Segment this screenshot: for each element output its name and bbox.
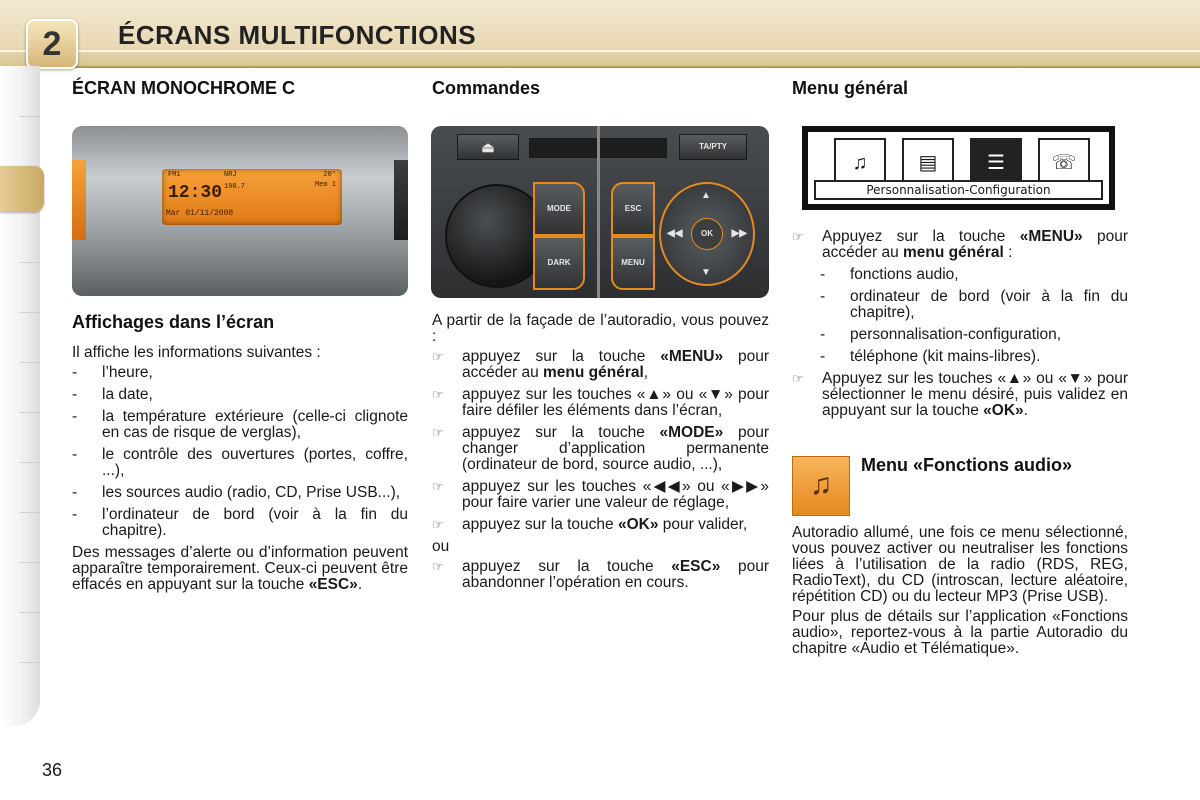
- sub-heading-fonctions-audio: Menu «Fonctions audio»: [861, 455, 1073, 475]
- list-item: - le contrôle des ouvertures (portes, coffre, ...),: [72, 446, 408, 479]
- margin-tick: [20, 312, 40, 313]
- section-heading-commandes: Commandes: [432, 78, 541, 98]
- lcd-clock: 12:30: [168, 183, 223, 203]
- left-margin-strip: [0, 66, 40, 726]
- list-item: - les sources audio (radio, CD, Prise USB...),: [72, 484, 401, 501]
- col1-intro: Il affiche les informations suivantes :: [72, 344, 321, 361]
- col1-outro: Des messages d’alerte ou d’information peuvent apparaître temporairement. Ceux-ci peuvent être effacés en appuyant sur la touche «ESC».: [72, 544, 408, 593]
- lcd-temperature: 20°: [323, 171, 336, 179]
- pointing-hand-icon: ☞: [792, 371, 804, 386]
- left-vent-glow: [72, 160, 86, 240]
- pointing-hand-icon: ☞: [432, 425, 444, 440]
- arrow-down-icon: ▼: [701, 267, 711, 278]
- navigation-pad: [659, 182, 755, 286]
- list-item: ☞ appuyez sur la touche «MODE» pour changer d’application permanente (ordinateur de bord, source audio, ...),: [432, 424, 769, 473]
- menu-label-bar: Personnalisation-Configuration: [814, 180, 1103, 200]
- list-item: - ordinateur de bord (voir à la fin du chapitre),: [820, 288, 1128, 321]
- page-number: 36: [42, 760, 63, 780]
- margin-tick: [20, 262, 40, 263]
- lcd-memory: Mem 1: [314, 181, 336, 189]
- list-item: ☞ appuyez sur la touche «ESC» pour abandonner l’opération en cours.: [432, 558, 769, 591]
- pointing-hand-icon: ☞: [432, 559, 444, 574]
- list-item: - fonctions audio,: [820, 266, 959, 283]
- ok-button: OK: [691, 218, 723, 250]
- page-title: ÉCRANS MULTIFONCTIONS: [118, 20, 477, 50]
- column-1-body: [72, 345, 408, 597]
- list-item: ☞ appuyez sur la touche «MENU» pour accéder au menu général,: [432, 348, 769, 381]
- trip-computer-icon: ▤: [902, 138, 954, 188]
- col3-para2: Pour plus de détails sur l’application «Fonctions audio», reportez-vous à la partie Autoradio du chapitre «Audio et Télématique».: [792, 608, 1128, 657]
- margin-tick: [20, 412, 40, 413]
- chapter-number-badge: 2: [26, 19, 78, 69]
- margin-tick: [20, 562, 40, 563]
- pointing-hand-icon: ☞: [792, 229, 804, 244]
- column-3-body: [792, 229, 1128, 425]
- margin-tick: [20, 612, 40, 613]
- section-heading-menu-general: Menu général: [792, 78, 909, 98]
- rewind-icon: ◀◀: [667, 228, 683, 239]
- photo-split-line: [597, 126, 600, 298]
- sub-heading-affichages: Affichages dans l’écran: [72, 312, 275, 332]
- pointing-hand-icon: ☞: [432, 517, 444, 532]
- list-item: - la température extérieure (celle-ci clignote en cas de risque de verglas),: [72, 408, 408, 441]
- pointing-hand-icon: ☞: [432, 479, 444, 494]
- lcd-station: NRJ: [224, 171, 237, 179]
- lcd-frequency: 100.7: [224, 183, 246, 191]
- list-item: ☞ appuyez sur la touche «OK» pour valider,: [432, 516, 748, 533]
- list-item: - l’ordinateur de bord (voir à la fin du chapitre).: [72, 506, 408, 539]
- monochrome-display-photo: [72, 126, 408, 296]
- list-item: - téléphone (kit mains-libres).: [820, 348, 1041, 365]
- ta-pty-button: TA/PTY: [679, 134, 747, 160]
- list-item: ☞ Appuyez sur les touches «▲» ou «▼» pour sélectionner le menu désiré, puis validez en appuyant sur la touche «OK».: [792, 370, 1128, 419]
- list-item: ☞ Appuyez sur la touche «MENU» pour accéder au menu général :: [792, 228, 1128, 261]
- settings-sliders-icon: ☰: [970, 138, 1022, 188]
- audio-menu-icon: ♫: [792, 456, 850, 516]
- mode-button: MODE: [533, 182, 585, 236]
- lcd-date: Mar 01/11/2008: [166, 209, 234, 218]
- pointing-hand-icon: ☞: [432, 387, 444, 402]
- audio-functions-icon: ♫: [834, 138, 886, 188]
- eject-icon: ⏏: [457, 134, 519, 160]
- list-item: - l’heure,: [72, 364, 153, 381]
- list-item: ☞ appuyez sur les touches «▲» ou «▼» pour faire défiler les éléments dans l’écran,: [432, 386, 769, 419]
- col2-or: ou: [432, 538, 450, 555]
- column-3-lower-body: [792, 525, 1128, 661]
- list-item: - la date,: [72, 386, 153, 403]
- margin-tick: [20, 362, 40, 363]
- margin-tick: [20, 462, 40, 463]
- lcd-band: FM1: [168, 171, 181, 179]
- list-item: ☞ appuyez sur les touches «◀◀» ou «▶▶» pour faire varier une valeur de réglage,: [432, 478, 769, 511]
- margin-tick: [20, 512, 40, 513]
- menu-button: MENU: [611, 236, 655, 290]
- col3-para1: Autoradio allumé, une fois ce menu sélectionné, vous pouvez activer ou neutraliser les fonctions liées à l’utilisation de la radio (RDS, REG, RadioText), du CD (introscan, lecture aléatoire, répétition CD) ou du lecteur MP3 (Prise USB).: [792, 524, 1128, 605]
- radio-controls-photo: [431, 126, 769, 298]
- dark-button: DARK: [533, 236, 585, 290]
- phone-icon: ☏: [1038, 138, 1090, 188]
- list-item: - personnalisation-configuration,: [820, 326, 1062, 343]
- lcd-screen: [162, 169, 342, 225]
- right-vent: [394, 160, 408, 240]
- margin-tick: [20, 662, 40, 663]
- fast-forward-icon: ▶▶: [731, 228, 747, 239]
- general-menu-screen: [802, 126, 1115, 210]
- esc-button: ESC: [611, 182, 655, 236]
- column-2-body: [432, 313, 769, 597]
- arrow-up-icon: ▲: [701, 190, 711, 201]
- margin-tick: [20, 116, 40, 117]
- pointing-hand-icon: ☞: [432, 349, 444, 364]
- chapter-thumb-tab[interactable]: [0, 166, 44, 212]
- col2-intro: A partir de la façade de l’autoradio, vous pouvez :: [432, 312, 769, 345]
- section-heading-ecran: ÉCRAN MONOCHROME C: [72, 78, 295, 98]
